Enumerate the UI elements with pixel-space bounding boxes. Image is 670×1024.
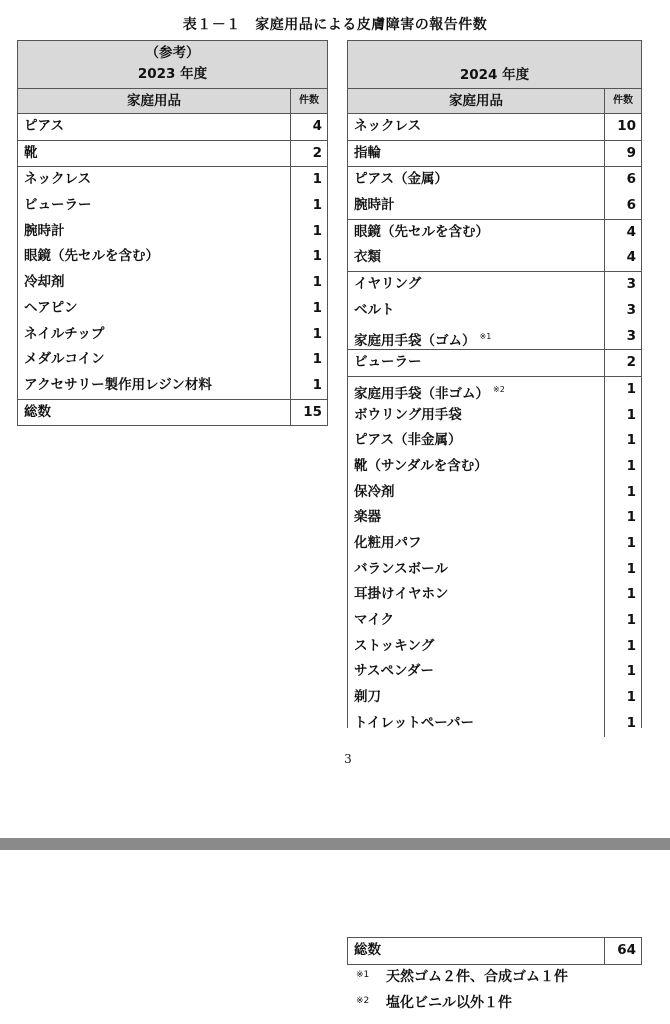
table-row	[18, 166, 327, 193]
table-row	[18, 114, 327, 140]
row-item-text: 総数	[24, 403, 51, 420]
row-item	[18, 347, 291, 373]
row-item	[18, 167, 291, 193]
row-item-text: ボウリング用手袋	[354, 406, 462, 423]
row-count: 1	[626, 663, 636, 680]
year-label-2023: 2023 年度	[137, 66, 208, 82]
row-item-text: ネイルチップ	[24, 325, 105, 342]
row-count: 1	[626, 586, 636, 603]
table-row	[18, 296, 327, 322]
row-item	[348, 245, 605, 271]
row-item	[18, 141, 291, 167]
row-item-text: ネックレス	[24, 171, 92, 188]
table-row	[18, 347, 327, 373]
row-item	[348, 403, 605, 429]
row-count: 1	[626, 509, 636, 526]
column-header-count: 件数	[613, 95, 633, 106]
footnote-ref: ※1	[479, 331, 492, 341]
row-item	[348, 582, 605, 608]
table-row	[348, 582, 641, 608]
row-item	[18, 114, 291, 140]
row-count: 9	[626, 144, 636, 161]
row-item	[348, 557, 605, 583]
table-row	[18, 270, 327, 296]
table-title: 表１－１ 家庭用品による皮膚障害の報告件数	[182, 17, 488, 33]
row-item-text: 靴	[24, 144, 38, 161]
row-item-text: 化粧用パフ	[354, 535, 422, 551]
table-row	[18, 322, 327, 348]
table-row	[348, 298, 641, 324]
row-item	[348, 377, 605, 403]
row-item-text: 指輪	[354, 144, 381, 161]
row-item	[348, 659, 605, 685]
row-item-text: ピアス（非金属）	[354, 432, 462, 449]
reference-label: （参考）	[145, 45, 200, 61]
row-item-text: 眼鏡（先セルを含む）	[24, 248, 159, 265]
table-row	[348, 349, 641, 376]
table-2023-body	[18, 114, 327, 425]
table-row	[18, 244, 327, 270]
row-count: 6	[626, 197, 636, 214]
row-item	[348, 685, 605, 711]
row-item-text: ビューラー	[24, 197, 92, 214]
table-row	[348, 193, 641, 219]
table-row	[348, 114, 641, 140]
row-item-text: アクセサリー製作用レジン材料	[24, 376, 212, 393]
row-count: 1	[626, 689, 636, 706]
table-row	[348, 659, 641, 685]
row-item	[348, 428, 605, 454]
row-count: 3	[626, 327, 636, 344]
table-row	[348, 428, 641, 454]
row-item	[348, 454, 605, 480]
table-row	[348, 166, 641, 193]
row-item	[18, 373, 291, 399]
row-item-text: 家庭用手袋（ゴム）	[354, 332, 476, 349]
row-item-text: ベルト	[354, 301, 395, 318]
table-row	[348, 376, 641, 403]
row-item-text: 腕時計	[24, 222, 65, 239]
table-row	[18, 193, 327, 219]
column-header-item: 家庭用品	[18, 89, 291, 113]
page-break-divider	[0, 838, 670, 850]
row-item	[18, 244, 291, 270]
row-item	[348, 114, 605, 140]
row-item-text: トイレットペーパー	[354, 714, 475, 731]
row-item	[348, 193, 605, 219]
row-count: 1	[626, 380, 636, 397]
row-count: 1	[312, 171, 322, 188]
row-item-text: ストッキング	[354, 637, 435, 654]
table-row	[348, 403, 641, 429]
row-count: 4	[312, 118, 322, 134]
row-count: 1	[312, 325, 322, 342]
table-row	[348, 219, 641, 246]
row-item	[18, 270, 291, 296]
row-item	[348, 167, 605, 193]
row-item-text: 眼鏡（先セルを含む）	[354, 223, 489, 240]
row-item	[18, 219, 291, 245]
row-count: 1	[626, 714, 636, 731]
table-row	[348, 685, 641, 711]
footnote-ref: ※2	[493, 384, 505, 394]
row-item-text: マイク	[354, 612, 394, 629]
row-count: 15	[303, 403, 322, 420]
row-item-text: 冷却剤	[24, 274, 65, 291]
column-header	[348, 89, 641, 114]
row-item-text: ビューラー	[354, 354, 422, 371]
row-item	[348, 634, 605, 660]
table-row	[348, 531, 641, 557]
row-count: 1	[312, 222, 322, 239]
row-item-text: 楽器	[354, 509, 381, 526]
table-row	[348, 711, 641, 737]
row-count: 1	[626, 612, 636, 629]
table-row	[348, 634, 641, 660]
table-row	[348, 938, 641, 964]
table-row	[18, 399, 327, 426]
row-item	[18, 322, 291, 348]
row-item	[348, 608, 605, 634]
footnotes	[356, 966, 568, 1018]
row-count: 4	[626, 249, 636, 266]
row-item-text: バランスボール	[354, 560, 448, 577]
row-item	[18, 296, 291, 322]
table-2024	[347, 40, 642, 731]
table-row	[348, 480, 641, 506]
row-count: 1	[626, 457, 636, 474]
row-item	[348, 711, 605, 737]
table-2024-body	[348, 114, 641, 737]
row-item	[348, 505, 605, 531]
row-item-text: サスペンダー	[354, 663, 434, 680]
row-item-text: イヤリング	[354, 276, 422, 293]
row-item	[18, 400, 291, 426]
row-item	[348, 324, 605, 350]
row-count: 1	[626, 406, 636, 423]
row-count: 1	[626, 432, 636, 449]
total-label: 総数	[348, 938, 605, 964]
row-item-text: 耳掛けイヤホン	[354, 586, 449, 603]
row-count: 2	[626, 354, 636, 371]
table-row	[348, 271, 641, 298]
row-count: 10	[617, 118, 636, 134]
row-item-text: ピアス	[24, 118, 64, 134]
table-2024-total	[347, 937, 642, 965]
footnote	[356, 992, 568, 1018]
row-item	[348, 531, 605, 557]
row-count: 1	[626, 483, 636, 500]
table-2024-header	[348, 41, 641, 89]
row-item-text: ヘアピン	[24, 299, 78, 316]
table-row	[348, 505, 641, 531]
row-count: 1	[626, 560, 636, 577]
row-count: 1	[626, 535, 636, 551]
year-label-2024: 2024 年度	[459, 67, 530, 83]
table-row	[348, 140, 641, 167]
row-count: 2	[312, 144, 322, 161]
row-count: 6	[626, 171, 636, 188]
row-item	[348, 220, 605, 246]
row-item-text: 保冷剤	[354, 483, 395, 500]
footnote-mark: ※2	[356, 996, 370, 1006]
footnote	[356, 966, 568, 992]
row-count: 1	[312, 376, 322, 393]
row-item-text: ピアス（金属）	[354, 171, 448, 188]
table-row	[348, 324, 641, 350]
row-item	[348, 141, 605, 167]
row-count: 1	[312, 274, 322, 291]
table-2023	[17, 40, 328, 426]
table-row	[18, 219, 327, 245]
row-item	[348, 298, 605, 324]
column-header-count: 件数	[299, 95, 319, 106]
footnote-text: 塩化ビニル以外１件	[386, 995, 512, 1011]
row-item	[348, 480, 605, 506]
footnote-mark: ※1	[356, 970, 370, 980]
row-count: 3	[626, 301, 636, 318]
row-item-text: 家庭用手袋（非ゴム）	[354, 385, 489, 402]
row-count: 3	[626, 276, 636, 293]
row-count: 1	[626, 637, 636, 654]
row-count: 1	[312, 351, 322, 368]
row-item-text: 靴（サンダルを含む）	[354, 457, 488, 474]
table-row	[348, 557, 641, 583]
column-header-item: 家庭用品	[348, 89, 605, 113]
row-item	[348, 272, 605, 298]
row-item-text: 剃刀	[354, 689, 381, 706]
row-item-text: 衣類	[354, 249, 381, 266]
table-row	[18, 140, 327, 167]
table-row	[348, 608, 641, 634]
footnote-text: 天然ゴム２件、合成ゴム１件	[386, 969, 568, 985]
table-2023-header	[18, 41, 327, 89]
row-count: 1	[312, 197, 322, 214]
row-item-text: メダルコイン	[24, 351, 105, 368]
page-number: 3	[344, 752, 352, 766]
row-count: 4	[626, 223, 636, 240]
table-row	[348, 245, 641, 271]
row-count: 1	[312, 248, 322, 265]
row-item	[18, 193, 291, 219]
row-item	[348, 350, 605, 376]
table-row	[348, 454, 641, 480]
row-count: 1	[312, 299, 322, 316]
table-row	[18, 373, 327, 399]
column-header	[18, 89, 327, 114]
total-count: 64	[617, 942, 636, 958]
row-item-text: ネックレス	[354, 118, 422, 134]
row-item-text: 腕時計	[354, 197, 395, 214]
